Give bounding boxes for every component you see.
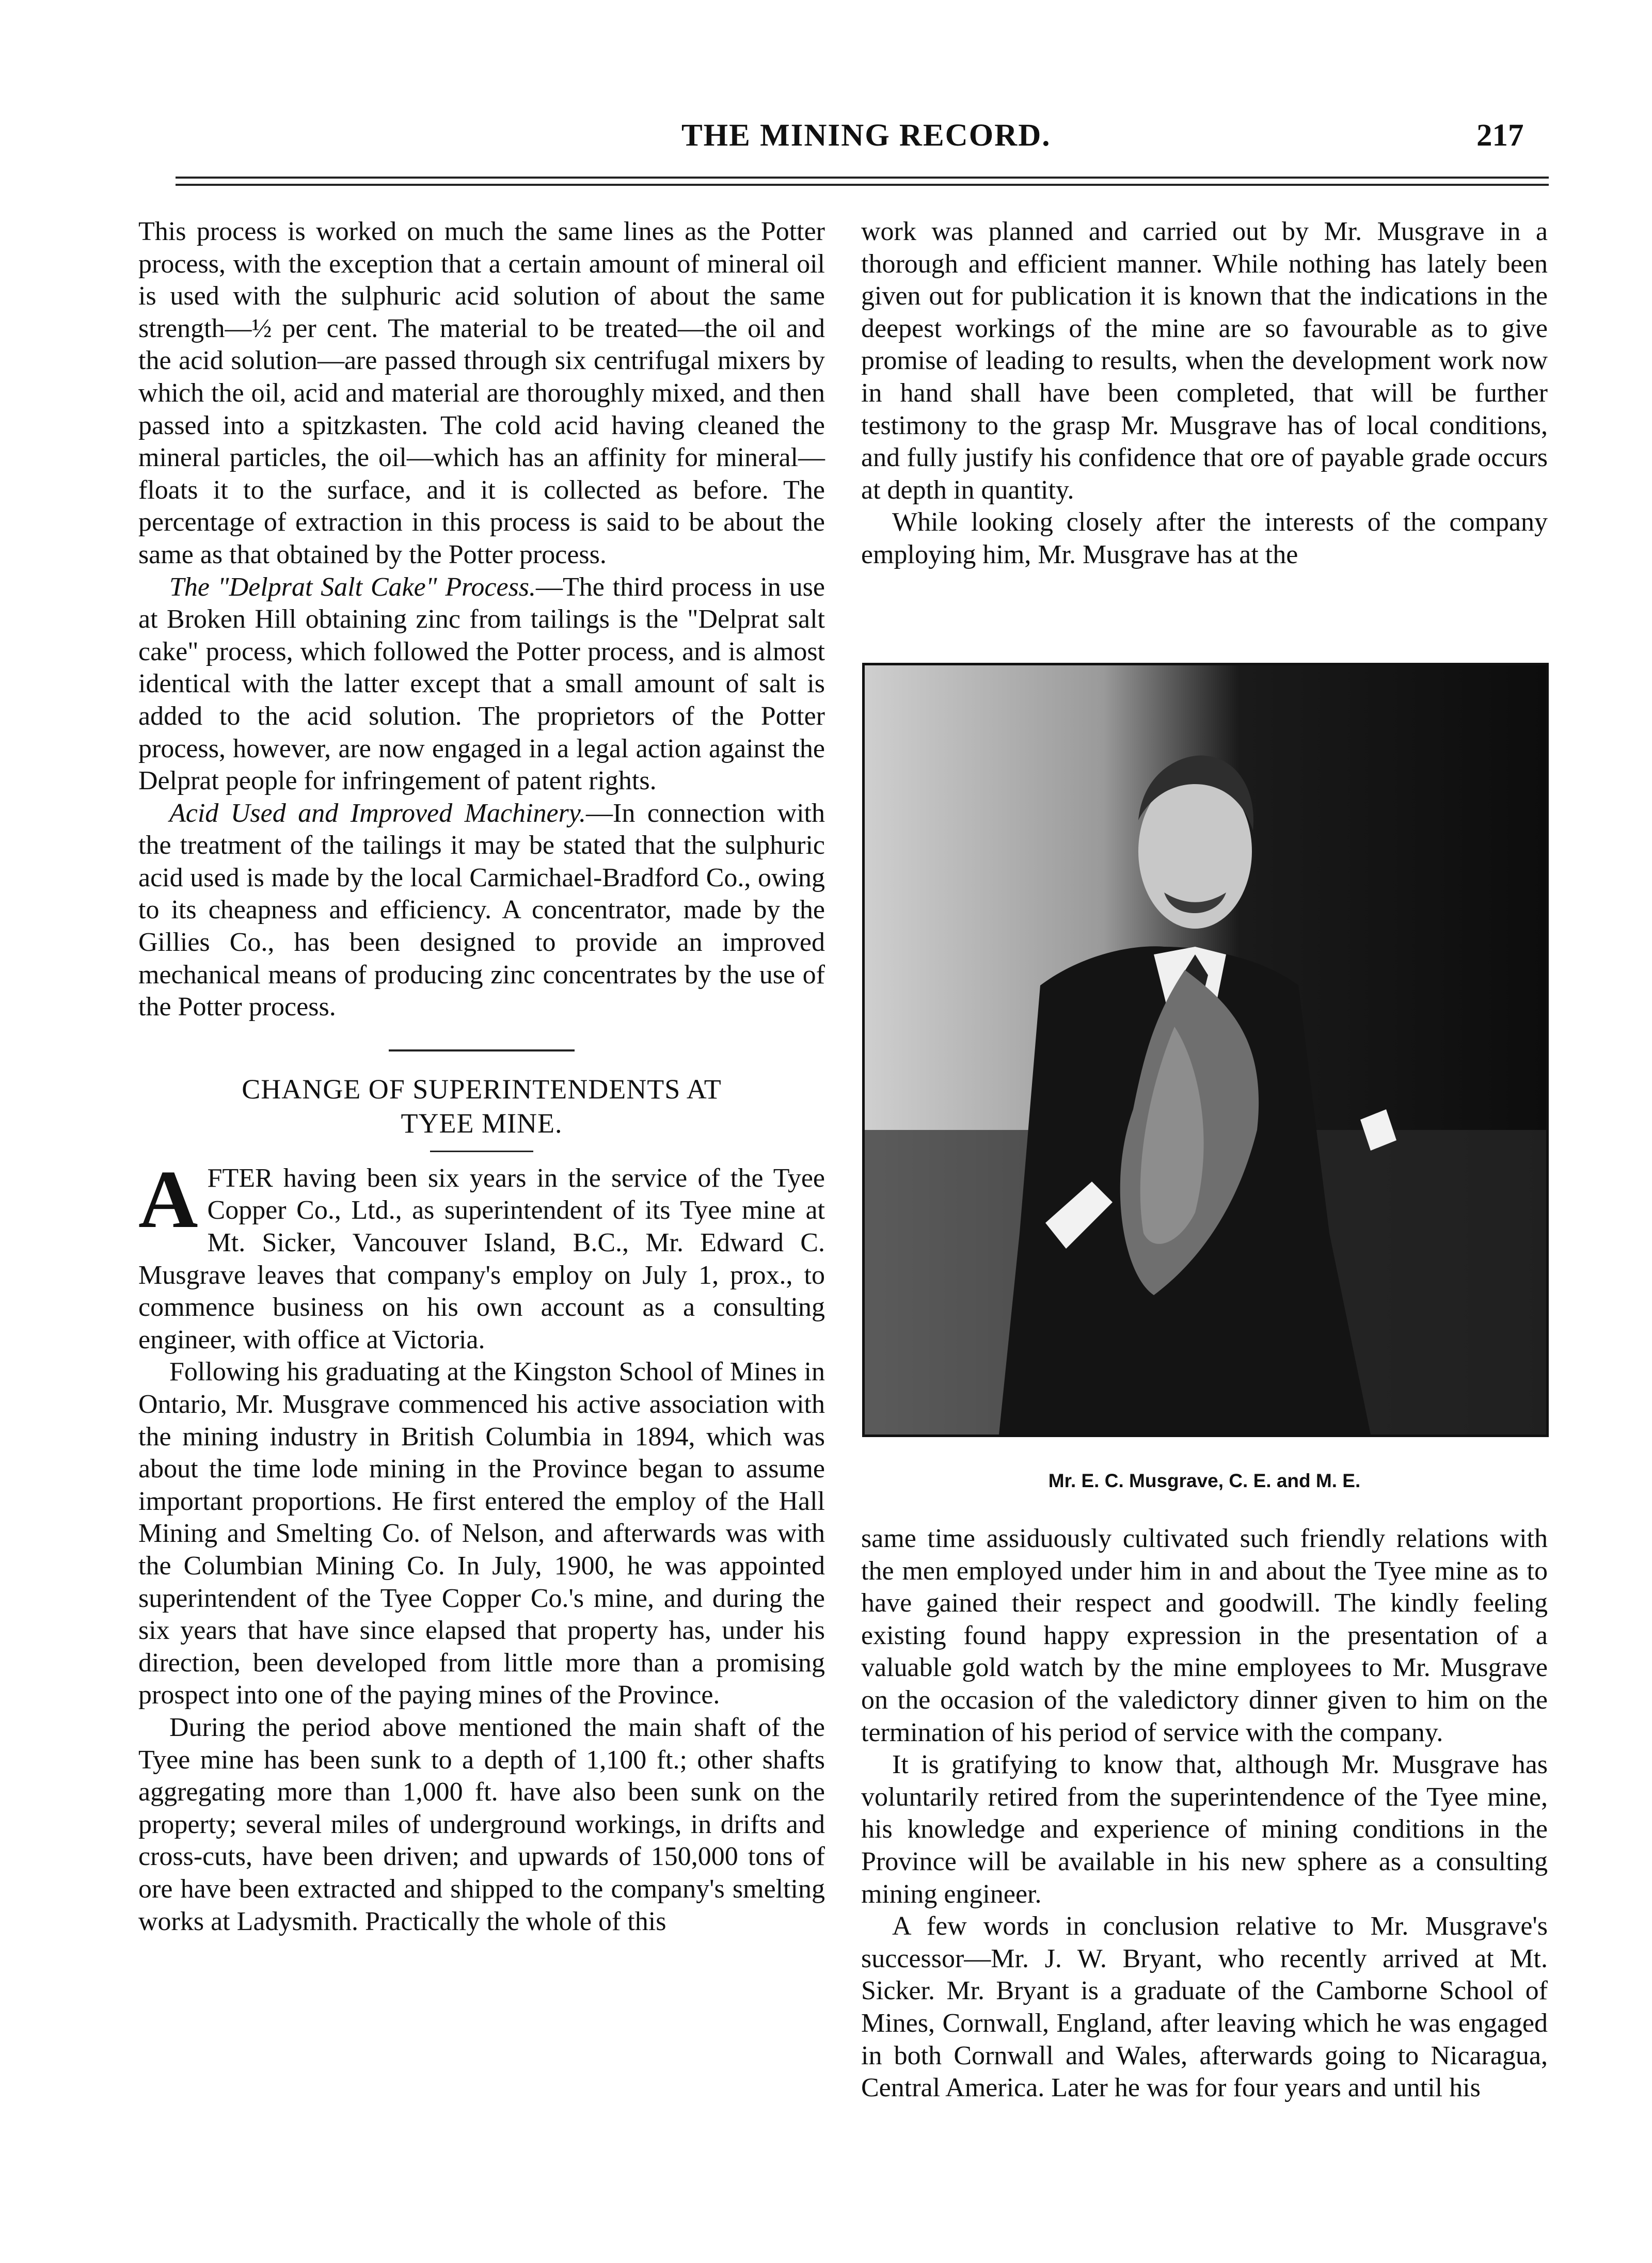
portrait-image [865,665,1546,1435]
paragraph: The "Delprat Salt Cake" Process.—The third process in use at Broken Hill obtaining zinc from tailings is the "Delprat salt cake" process, which followed the Potter process, and is almost identical with the latter except that a small amount of salt is added to the acid solution. The proprietors of the Potter process, however, are now engaged in a legal action against the Delprat people for infringement of patent rights. [138,572,825,796]
column-right-bottom [861,1523,1548,2105]
column-right-top [861,216,1548,571]
section-subheading: The "Delprat Salt Cake" Process. [169,572,536,602]
drop-cap: A [138,1153,198,1245]
article-heading: CHANGE OF SUPERINTENDENTS AT TYEE MINE. [242,1073,722,1139]
photo-caption: Mr. E. C. Musgrave, C. E. and M. E. [1048,1470,1361,1491]
column-left [138,216,825,1938]
paragraph: work was planned and carried out by Mr. Musgrave in a thorough and efficient manner. While nothing has lately been given out for publication it is known that the indications in the deepest workings of the mine are so favourable as to give promise of leading to results, when the development work now in hand shall have been completed, that will be further testimony to the grasp Mr. Musgrave has of local conditions, and fully justify his confidence that ore of payable grade occurs at depth in quantity. [861,217,1548,505]
paragraph: AFTER having been six years in the service of the Tyee Copper Co., Ltd., as superintendent of its Tyee mine at Mt. Sicker, Vancouver Island, B.C., Mr. Edward C. Musgrave leaves that company's employ on July 1, prox., to commence business on his own account as a consulting engineer, with office at Victoria. [138,1153,825,1354]
paragraph: This process is worked on much the same lines as the Potter process, with the exception that a certain amount of mineral oil is used with the sulphuric acid solution of about the same strength—½ per cent. The material to be treated—the oil and the acid solution—are passed through six centrifugal mixers by which the oil, acid and material are thoroughly mixed, and then passed into a spitzkasten. The cold acid having cleaned the mineral particles, the oil—which has an affinity for mineral—floats it to the surface, and it is collected as before. The percentage of extraction in this process is said to be about the same as that obtained by the Potter process. [138,217,825,569]
journal-title: THE MINING RECORD. [681,118,1051,153]
section-divider [389,1049,575,1051]
page-number: 217 [1476,118,1524,153]
paragraph: same time assiduously cultivated such friendly relations with the men employed under him in and about the Tyee mine as to have gained their respect and goodwill. The kindly feeling existing found happy expression in the presentation of a valuable gold watch by the mine employees to Mr. Musgrave on the occasion of the valedictory dinner given to him on the termination of his period of service with the company. [861,1524,1548,1747]
header-rule-top [176,177,1549,179]
paragraph: While looking closely after the interests of the company employing him, Mr. Musgrave has at the [861,507,1548,569]
paragraph: Following his graduating at the Kingston School of Mines in Ontario, Mr. Musgrave commenced his active association with the mining industry in British Columbia in 1894, which was about the time lode mining in the Province began to assume important proportions. He first entered the employ of the Hall Mining and Smelting Co. of Nelson, and afterwards was with the Columbian Mining Co. In July, 1900, he was appointed superintendent of the Tyee Copper Co.'s mine, and during the six years that have since elapsed that property has, under his direction, been developed from little more than a promising prospect into one of the paying mines of the Province. [138,1357,825,1710]
header-rule-bottom [176,184,1549,186]
paragraph: Acid Used and Improved Machinery.—In connection with the treatment of the tailings it may be stated that the sulphuric acid used is made by the local Carmichael-Bradford Co., owing to its cheapness and efficiency. A concentrator, made by the Gillies Co., has been designed to provide an improved mechanical means of producing zinc concentrates by the use of the Potter process. [138,798,825,1022]
portrait-photo [862,663,1549,1437]
heading-divider [430,1151,533,1152]
paragraph: A few words in conclusion relative to Mr. Musgrave's successor—Mr. J. W. Bryant, who recently arrived at Mt. Sicker. Mr. Bryant is a graduate of the Camborne School of Mines, Cornwall, England, after leaving which he was engaged in both Cornwall and Wales, afterwards going to Nicaragua, Central America. Later he was for four years and until his [861,1911,1548,2103]
page-header [155,118,1549,164]
section-subheading: Acid Used and Improved Machinery. [169,798,586,828]
paragraph: During the period above mentioned the main shaft of the Tyee mine has been sunk to a depth of 1,100 ft.; other shafts aggregating more than 1,000 ft. have also been sunk on the property; several miles of underground workings, in drifts and cross-cuts, have been driven; and upwards of 150,000 tons of ore have been extracted and shipped to the company's smelting works at Ladysmith. Practically the whole of this [138,1712,825,1936]
paragraph: It is gratifying to know that, although Mr. Musgrave has voluntarily retired from the superintendence of the Tyee mine, his knowledge and experience of mining conditions in the Province will be available in his new sphere as a consulting mining engineer. [861,1750,1548,1909]
